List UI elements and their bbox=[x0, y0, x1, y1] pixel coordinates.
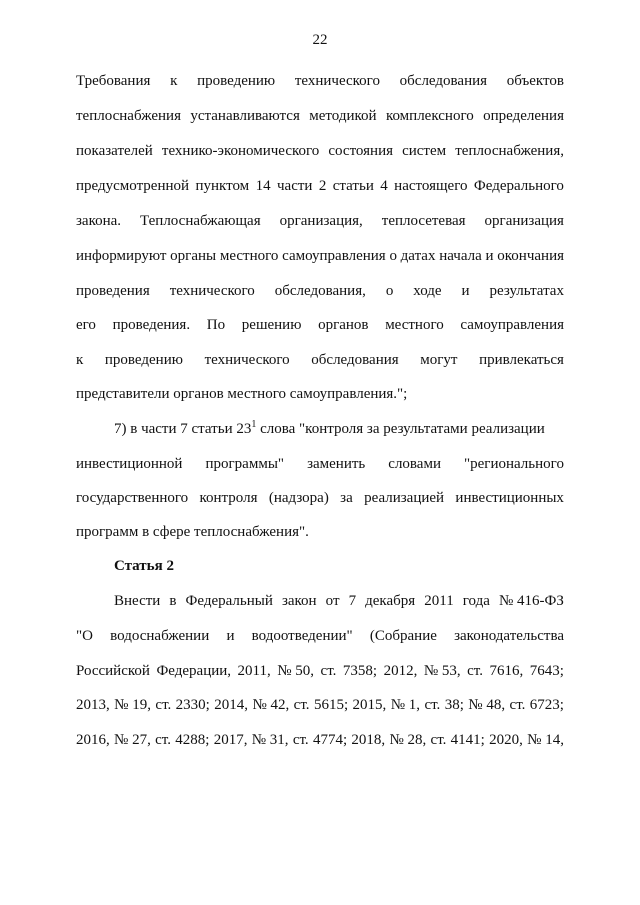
word: местного bbox=[219, 248, 279, 264]
word: Федерального bbox=[473, 178, 564, 194]
word: инвестиционной bbox=[76, 456, 183, 472]
superscript: 1 bbox=[251, 419, 257, 430]
word: 2014, bbox=[214, 697, 249, 713]
text-line bbox=[76, 453, 564, 475]
word: 4774; bbox=[312, 732, 348, 748]
word: проведению bbox=[197, 73, 276, 89]
word: обследования bbox=[399, 73, 488, 89]
word: самоуправления bbox=[460, 317, 564, 333]
word: № 14, bbox=[527, 732, 564, 748]
word: № 42, bbox=[252, 697, 290, 713]
word: организация, bbox=[279, 213, 363, 229]
word: о bbox=[389, 248, 397, 264]
word: По bbox=[206, 317, 226, 333]
text-line bbox=[76, 140, 564, 162]
word: 38; bbox=[444, 697, 464, 713]
word: ст. bbox=[155, 732, 171, 748]
word: привлекаться bbox=[479, 352, 564, 368]
item-7-first-line bbox=[114, 418, 564, 440]
word: 7358; bbox=[342, 663, 378, 679]
word: пунктом bbox=[195, 178, 250, 194]
word: окончания bbox=[497, 248, 564, 264]
word: проведению bbox=[104, 352, 183, 368]
word: проведения. bbox=[112, 317, 191, 333]
item-7-text-before: 7) в части 7 статьи 23 bbox=[114, 421, 252, 437]
word: статьи bbox=[332, 178, 374, 194]
word: могут bbox=[420, 352, 458, 368]
word: технического bbox=[169, 283, 255, 299]
text-line-last: представители органов местного самоуправления."; bbox=[76, 386, 408, 402]
word: результатах bbox=[489, 283, 564, 299]
text-line bbox=[76, 175, 564, 197]
word: № 1, bbox=[390, 697, 421, 713]
word: ст. bbox=[293, 697, 310, 713]
word: декабря bbox=[365, 593, 416, 609]
word: показателей bbox=[76, 143, 153, 159]
word: 2011, bbox=[237, 663, 271, 679]
word: к bbox=[76, 352, 84, 368]
word: законодательства bbox=[454, 628, 564, 644]
word: водоснабжении bbox=[110, 628, 210, 644]
word: состояния bbox=[328, 143, 393, 159]
word: Федеральный bbox=[185, 593, 273, 609]
word: к bbox=[170, 73, 178, 89]
word: закон bbox=[281, 593, 317, 609]
word: 4 bbox=[380, 178, 388, 194]
word: Внести bbox=[114, 593, 161, 609]
word: государственного bbox=[76, 490, 189, 506]
word: ст. bbox=[467, 663, 483, 679]
word: программы" bbox=[205, 456, 285, 472]
word: систем bbox=[402, 143, 447, 159]
word: № 53, bbox=[423, 663, 461, 679]
word: органы bbox=[170, 248, 217, 264]
word: теплосетевая bbox=[381, 213, 466, 229]
word: ст. bbox=[509, 697, 526, 713]
text-line bbox=[76, 625, 564, 647]
text-line bbox=[76, 660, 564, 682]
word: реализацией bbox=[364, 490, 445, 506]
word: (надзора) bbox=[268, 490, 329, 506]
word: Российской bbox=[76, 663, 150, 679]
word: 2017, bbox=[213, 732, 248, 748]
word: Требования bbox=[76, 73, 151, 89]
word: контроля bbox=[199, 490, 258, 506]
word: комплексного bbox=[385, 108, 474, 124]
word: ст. bbox=[424, 697, 441, 713]
word: 4141; bbox=[450, 732, 485, 748]
word: 14 bbox=[255, 178, 271, 194]
word: от bbox=[325, 593, 340, 609]
word: 2012, bbox=[383, 663, 418, 679]
word: 2018, bbox=[351, 732, 386, 748]
page-number: 22 bbox=[312, 32, 328, 48]
word: 2016, bbox=[76, 732, 110, 748]
word: за bbox=[340, 490, 353, 506]
word: Федерации, bbox=[156, 663, 232, 679]
text-line bbox=[114, 590, 564, 612]
word: проведения bbox=[76, 283, 150, 299]
text-line bbox=[76, 694, 564, 716]
item-7-text-after: слова "контроля за результатами реализации bbox=[256, 421, 545, 437]
word: ст. bbox=[155, 697, 172, 713]
word: ст. bbox=[320, 663, 337, 679]
word: № 50, bbox=[277, 663, 315, 679]
word: в bbox=[169, 593, 177, 609]
word: части bbox=[277, 178, 313, 194]
word: 2 bbox=[318, 178, 327, 194]
word: 2330; bbox=[175, 697, 210, 713]
word: организация bbox=[484, 213, 564, 229]
word: и bbox=[485, 248, 494, 264]
word: 7616, bbox=[489, 663, 524, 679]
word: обследования, bbox=[274, 283, 366, 299]
word: словами bbox=[388, 456, 441, 472]
article-heading: Статья 2 bbox=[114, 558, 174, 574]
word: о bbox=[385, 283, 394, 299]
word: № 31, bbox=[251, 732, 289, 748]
word: 2020, bbox=[489, 732, 523, 748]
word: его bbox=[76, 317, 96, 333]
text-line bbox=[76, 70, 564, 92]
word: заменить bbox=[307, 456, 366, 472]
word: № 48, bbox=[468, 697, 506, 713]
word: 2015, bbox=[352, 697, 387, 713]
text-line bbox=[76, 349, 564, 371]
word: 2013, bbox=[76, 697, 110, 713]
word: водоотведении" bbox=[251, 628, 353, 644]
word: обследования bbox=[311, 352, 399, 368]
word: "О bbox=[76, 628, 93, 644]
word: методикой bbox=[309, 108, 377, 124]
word: предусмотренной bbox=[76, 178, 190, 194]
text-line bbox=[76, 245, 564, 267]
word: начала bbox=[439, 248, 482, 264]
word: определения bbox=[483, 108, 564, 124]
word: и bbox=[461, 283, 470, 299]
word: 2011 bbox=[424, 593, 454, 609]
text-line bbox=[76, 280, 564, 302]
word: инвестиционных bbox=[455, 490, 564, 506]
word: закона. bbox=[76, 213, 122, 229]
word: устанавливаются bbox=[190, 108, 300, 124]
word: Теплоснабжающая bbox=[140, 213, 261, 229]
word: № 416-ФЗ bbox=[498, 593, 564, 609]
word: технического bbox=[294, 73, 380, 89]
word: 6723; bbox=[529, 697, 564, 713]
word: информируют bbox=[76, 248, 167, 264]
text-line bbox=[76, 729, 564, 751]
word: настоящего bbox=[394, 178, 468, 194]
word: местного bbox=[385, 317, 444, 333]
text-line bbox=[76, 314, 564, 336]
word: органов bbox=[318, 317, 369, 333]
word: 4288; bbox=[175, 732, 210, 748]
word: теплоснабжения bbox=[76, 108, 181, 124]
text-line-last: программ в сфере теплоснабжения". bbox=[76, 524, 309, 540]
word: № 28, bbox=[389, 732, 427, 748]
word: ст. bbox=[430, 732, 447, 748]
word: № 27, bbox=[114, 732, 151, 748]
word: датах bbox=[400, 248, 436, 264]
word: года bbox=[462, 593, 490, 609]
word: технико-экономического bbox=[161, 143, 320, 159]
word: 7643; bbox=[529, 663, 564, 679]
word: (Собрание bbox=[369, 628, 437, 644]
text-line bbox=[76, 105, 564, 127]
word: технического bbox=[204, 352, 290, 368]
word: объектов bbox=[506, 73, 564, 89]
text-line bbox=[76, 487, 564, 509]
text-line bbox=[76, 210, 564, 232]
word: 7 bbox=[348, 593, 357, 609]
word: теплоснабжения, bbox=[455, 143, 564, 159]
word: "регионального bbox=[464, 456, 564, 472]
word: ходе bbox=[413, 283, 442, 299]
word: № 19, bbox=[114, 697, 151, 713]
word: ст. bbox=[292, 732, 309, 748]
word: самоуправления bbox=[282, 248, 386, 264]
word: решению bbox=[241, 317, 302, 333]
word: и bbox=[226, 628, 235, 644]
word: 5615; bbox=[313, 697, 349, 713]
